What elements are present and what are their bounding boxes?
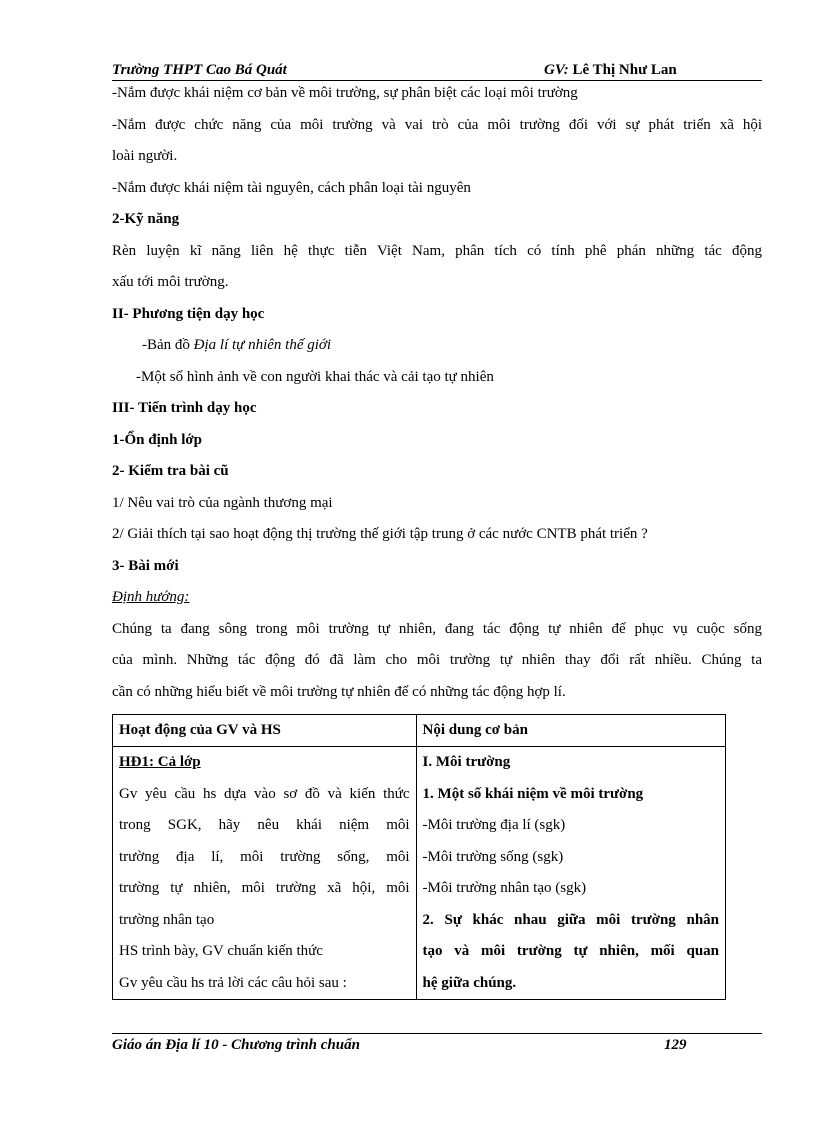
subheading-new-lesson: 3- Bài mới [112, 557, 179, 574]
orientation-text: của mình. Những tác động đó đã làm cho môi trường tự nhiên thay đổi rất nhiều. Chúng ta [112, 652, 762, 668]
review-question: 1/ Nêu vai trò của ngành thương mại [112, 494, 333, 511]
content-line: -Môi trường địa lí (sgk) [422, 817, 566, 833]
document-body [112, 78, 762, 708]
materials-item [112, 330, 762, 362]
table-row [113, 747, 726, 1000]
review-question: 2/ Giải thích tại sao hoạt động thị trường thế giới tập trung ở các nước CNTB phát triển ? [112, 526, 648, 542]
lesson-table [112, 714, 726, 1000]
subheading-class-order: 1-Ổn định lớp [112, 431, 203, 448]
orientation-label [112, 582, 762, 614]
content-cell [416, 747, 725, 1000]
activity-line: trường nhân tạo [119, 911, 215, 928]
objective-line: -Nắm được chức năng của môi trường và vai trò của môi trường đối với sự phát triển xã hội [112, 116, 762, 133]
orientation-text: cần có những hiểu biết về môi trường tự nhiên để có những tác động hợp lí. [112, 683, 566, 700]
teacher-label: GV: [544, 62, 569, 78]
objective-line: loài người. [112, 148, 178, 164]
content-subheading: hệ giữa chúng. [422, 974, 517, 991]
materials-item-prefix: -Bản đồ [142, 337, 194, 353]
page-number: 129 [664, 1037, 687, 1053]
teacher-name [544, 62, 677, 79]
content-subheading: 2. Sự khác nhau giữa môi trường nhân [422, 911, 719, 928]
content-subheading: 1. Một số khái niệm về môi trường [422, 785, 644, 802]
orientation-label-text: Định hướng: [112, 589, 190, 605]
content-subheading: tạo và môi trường tự nhiên, mối quan [422, 943, 719, 959]
orientation-text: Chúng ta đang sông trong môi trường tự nhiên, đang tác động tự nhiên để phục vụ cuộc sống [112, 620, 762, 637]
materials-item-title: Địa lí tự nhiên thế giới [193, 337, 332, 353]
header-cell-content: Nội dung cơ bản [416, 715, 725, 747]
content-heading: I. Môi trường [422, 754, 511, 770]
table-header-row [113, 715, 726, 747]
activity-heading [119, 747, 410, 779]
objective-line: -Nắm được khái niệm tài nguyên, cách phân loại tài nguyên [112, 179, 471, 196]
footer-title: Giáo án Địa lí 10 - Chương trình chuẩn [112, 1037, 360, 1053]
subheading-review: 2- Kiểm tra bài cũ [112, 463, 229, 479]
activity-line: Gv yêu cầu hs trả lời các câu hỏi sau : [119, 974, 347, 991]
activity-heading-text: HĐ1: Cả lớp [119, 754, 201, 770]
activity-line: Gv yêu cầu hs dựa vào sơ đồ và kiến thức [119, 785, 410, 802]
section-heading-skills: 2-Kỹ năng [112, 211, 180, 227]
content-line: -Môi trường sống (sgk) [422, 848, 564, 865]
teacher-full-name: Lê Thị Như Lan [572, 62, 677, 78]
activity-line: trong SGK, hãy nêu khái niệm môi [119, 817, 410, 833]
school-name: Trường THPT Cao Bá Quát [112, 62, 287, 78]
activity-line: HS trình bày, GV chuẩn kiến thức [119, 943, 323, 959]
header-cell-activities: Hoạt động của GV và HS [113, 715, 417, 747]
materials-item: -Một số hình ảnh về con người khai thác và cải tạo tự nhiên [136, 368, 494, 385]
page-footer [112, 1033, 762, 1054]
activity-line: trường địa lí, môi trường sống, môi [119, 848, 410, 865]
content-line: -Môi trường nhân tạo (sgk) [422, 880, 587, 896]
skills-text: Rèn luyện kĩ năng liên hệ thực tiễn Việt Nam, phân tích có tính phê phán những tác động [112, 242, 762, 259]
section-heading-materials: II- Phương tiện dạy học [112, 305, 265, 322]
activities-cell [113, 747, 417, 1000]
objective-line: -Nắm được khái niệm cơ bản về môi trường, sự phân biệt các loại môi trường [112, 85, 578, 101]
section-heading-process: III- Tiến trình dạy học [112, 400, 257, 416]
activity-line: trường tự nhiên, môi trường xã hội, môi [119, 880, 410, 896]
skills-text: xấu tới môi trường. [112, 274, 229, 290]
